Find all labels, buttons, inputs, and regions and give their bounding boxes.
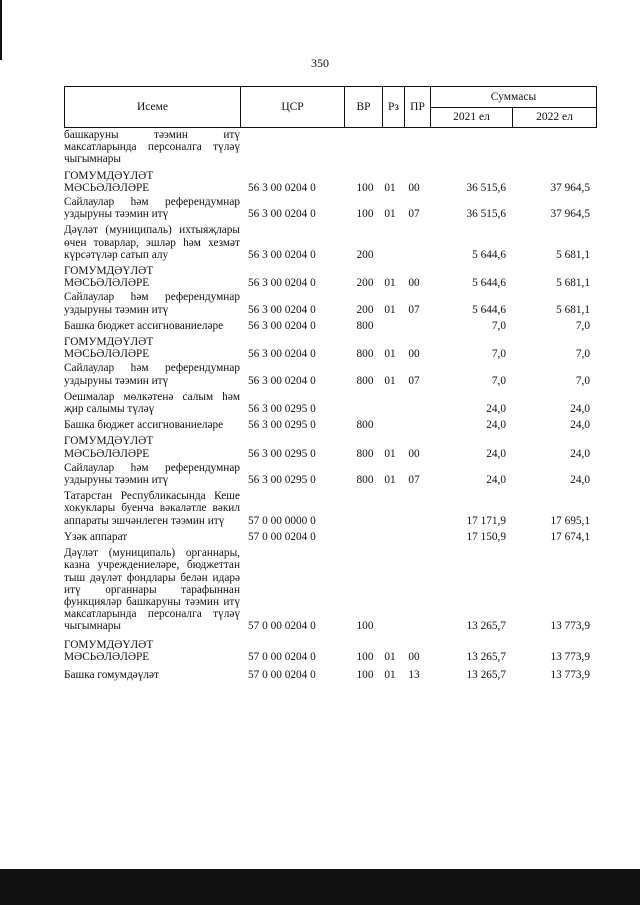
row-name: Сайлаулар һәм референдумнар уздыруны тәэмин итү [64, 362, 240, 387]
row-vr-code: 100 [356, 620, 374, 633]
row-rz-code: 01 [384, 348, 396, 361]
table-row [64, 531, 596, 543]
row-sum-2021: 36 515,6 [466, 181, 506, 194]
table-row [64, 462, 596, 486]
row-name: ГОМУМДӘҮЛӘТ МӘСЬӘЛӘЛӘРЕ [64, 169, 154, 194]
row-csr-code: 56 3 00 0295 0 [248, 474, 316, 487]
row-name: Үзәк аппарат [64, 530, 128, 543]
scan-edge-mark [0, 0, 2, 60]
row-sum-2021: 7,0 [491, 348, 506, 361]
row-csr-code: 56 3 00 0204 0 [248, 277, 316, 290]
row-sum-2022: 5 681,1 [556, 303, 590, 316]
row-pr-code: 00 [408, 650, 420, 663]
row-sum-2022: 13 773,9 [550, 650, 590, 663]
header-rz: Рз [383, 87, 405, 128]
header-sums: Суммасы [431, 87, 597, 108]
row-csr-code: 56 3 00 0204 0 [248, 181, 316, 194]
row-sum-2021: 7,0 [491, 319, 506, 332]
row-name: Сайлаулар һәм референдумнар уздыруны тәэмин итү [64, 291, 240, 316]
row-sum-2021: 5 644,6 [472, 303, 506, 316]
table-row [64, 196, 596, 220]
header-csr: ЦСР [241, 87, 345, 128]
row-csr-code: 56 3 00 0204 0 [248, 208, 316, 221]
row-vr-code: 200 [356, 303, 374, 316]
row-csr-code: 56 3 00 0204 0 [248, 319, 316, 332]
row-vr-code: 100 [356, 650, 374, 663]
row-rz-code: 01 [384, 374, 396, 387]
row-csr-code: 56 3 00 0204 0 [248, 348, 316, 361]
row-csr-code: 57 0 00 0204 0 [248, 620, 316, 633]
row-rz-code: 01 [384, 303, 396, 316]
row-pr-code: 00 [408, 277, 420, 290]
row-sum-2021: 24,0 [486, 403, 506, 416]
row-vr-code: 100 [356, 181, 374, 194]
row-sum-2022: 17 695,1 [550, 514, 590, 527]
scan-bottom-edge [0, 869, 640, 905]
header-name: Исеме [65, 87, 241, 128]
row-pr-code: 00 [408, 447, 420, 460]
row-sum-2022: 37 964,5 [550, 181, 590, 194]
row-sum-2021: 17 171,9 [466, 514, 506, 527]
header-vr: ВР [345, 87, 383, 128]
row-vr-code: 100 [356, 668, 374, 681]
row-rz-code: 01 [384, 650, 396, 663]
row-rz-code: 01 [384, 474, 396, 487]
row-vr-code: 200 [356, 248, 374, 261]
row-csr-code: 56 3 00 0295 0 [248, 403, 316, 416]
row-sum-2021: 13 265,7 [466, 668, 506, 681]
table-row [64, 419, 596, 431]
row-pr-code: 07 [408, 208, 420, 221]
row-vr-code: 800 [356, 447, 374, 460]
row-sum-2021: 17 150,9 [466, 530, 506, 543]
row-name: Оешмалар мөлкәтенә салым һәм җир салымы түләү [64, 390, 240, 416]
row-name: Башка бюджет ассигнованиеләре [64, 319, 224, 332]
table-row [64, 435, 596, 459]
row-sum-2022: 24,0 [570, 447, 590, 460]
row-sum-2022: 13 773,9 [550, 668, 590, 681]
table-row [64, 170, 596, 194]
row-vr-code: 200 [356, 277, 374, 290]
row-vr-code: 800 [356, 474, 374, 487]
row-pr-code: 07 [408, 303, 420, 316]
row-pr-code: 07 [408, 474, 420, 487]
table-row [64, 320, 596, 332]
row-name: Сайлаулар һәм референдумнар уздыруны тәэмин итү [64, 461, 240, 487]
table-row [64, 362, 596, 386]
table-row [64, 265, 596, 289]
row-sum-2021: 24,0 [486, 419, 506, 432]
row-vr-code: 800 [356, 348, 374, 361]
row-sum-2021: 5 644,6 [472, 277, 506, 290]
row-sum-2022: 24,0 [570, 474, 590, 487]
row-pr-code: 00 [408, 181, 420, 194]
row-csr-code: 57 0 00 0204 0 [248, 668, 316, 681]
row-csr-code: 57 0 00 0204 0 [248, 650, 316, 663]
table-row [64, 224, 596, 261]
row-vr-code: 100 [356, 208, 374, 221]
row-sum-2022: 7,0 [575, 319, 590, 332]
table-row [64, 391, 596, 415]
table-row [64, 291, 596, 315]
row-sum-2021: 24,0 [486, 474, 506, 487]
row-rz-code: 01 [384, 668, 396, 681]
row-name: Татарстан Республикасында Кеше хокуклары буенча вәкаләтле вәкил аппараты эшчәнлеген тәэмин итү [64, 490, 240, 527]
row-name: Башка гомумдәүләт [64, 668, 159, 681]
row-sum-2022: 24,0 [570, 419, 590, 432]
row-name: Башка бюджет ассигнованиеләре [64, 419, 224, 432]
row-csr-code: 56 3 00 0295 0 [248, 419, 316, 432]
row-sum-2021: 13 265,7 [466, 650, 506, 663]
row-csr-code: 56 3 00 0204 0 [248, 374, 316, 387]
row-sum-2022: 24,0 [570, 403, 590, 416]
budget-table-body [64, 129, 596, 681]
header-pr: ПР [405, 87, 431, 128]
row-sum-2022: 7,0 [575, 348, 590, 361]
table-row [64, 129, 596, 166]
row-name: ГОМУМДӘҮЛӘТ МӘСЬӘЛӘЛӘРЕ [64, 638, 154, 663]
row-sum-2021: 7,0 [491, 374, 506, 387]
header-year-2022: 2022 ел [513, 107, 597, 128]
row-rz-code: 01 [384, 447, 396, 460]
row-sum-2022: 5 681,1 [556, 248, 590, 261]
row-name: Дәүләт (муниципаль) органнары, казна учреждениеләре, бюджеттан тыш дәүләт фондлары белән идарә итү органнары тарафыннан функцияләр башкаруны тәэмин итү максатларында персоналга түләү чыгымнары [64, 547, 240, 633]
row-name: Сайлаулар һәм референдумнар уздыруны тәэмин итү [64, 196, 240, 221]
row-vr-code: 800 [356, 419, 374, 432]
row-csr-code: 57 0 00 0204 0 [248, 530, 316, 543]
row-csr-code: 56 3 00 0204 0 [248, 248, 316, 261]
row-rz-code: 01 [384, 181, 396, 194]
row-csr-code: 57 0 00 0000 0 [248, 514, 316, 527]
row-name: Дәүләт (муниципаль) ихтыяҗлары өчен товарлар, эшләр һәм хезмәт күрсәтүләр сатып алу [64, 224, 240, 261]
row-sum-2022: 13 773,9 [550, 620, 590, 633]
header-year-2021: 2021 ел [431, 107, 513, 128]
row-csr-code: 56 3 00 0295 0 [248, 447, 316, 460]
row-pr-code: 00 [408, 348, 420, 361]
row-rz-code: 01 [384, 208, 396, 221]
row-sum-2022: 7,0 [575, 374, 590, 387]
table-row [64, 639, 596, 663]
table-row [64, 490, 596, 527]
row-sum-2021: 36 515,6 [466, 208, 506, 221]
row-name: ГОМУМДӘҮЛӘТ МӘСЬӘЛӘЛӘРЕ [64, 265, 154, 290]
row-name: ГОМУМДӘҮЛӘТ МӘСЬӘЛӘЛӘРЕ [64, 336, 154, 361]
row-name: ГОМУМДӘҮЛӘТ МӘСЬӘЛӘЛӘРЕ [64, 435, 154, 460]
budget-table-header [64, 86, 597, 128]
row-vr-code: 800 [356, 319, 374, 332]
row-sum-2021: 5 644,6 [472, 248, 506, 261]
row-sum-2021: 13 265,7 [466, 620, 506, 633]
row-rz-code: 01 [384, 277, 396, 290]
row-sum-2022: 5 681,1 [556, 277, 590, 290]
row-pr-code: 13 [408, 668, 420, 681]
row-sum-2022: 37 964,5 [550, 208, 590, 221]
row-vr-code: 800 [356, 374, 374, 387]
row-sum-2021: 24,0 [486, 447, 506, 460]
table-row [64, 547, 596, 632]
table-row [64, 669, 596, 681]
page-number: 350 [311, 56, 329, 70]
table-row [64, 336, 596, 360]
row-pr-code: 07 [408, 374, 420, 387]
row-name: башкаруны тәэмин итү максатларында персоналга түләү чыгымнары [64, 129, 240, 166]
row-sum-2022: 17 674,1 [550, 530, 590, 543]
row-csr-code: 56 3 00 0204 0 [248, 303, 316, 316]
